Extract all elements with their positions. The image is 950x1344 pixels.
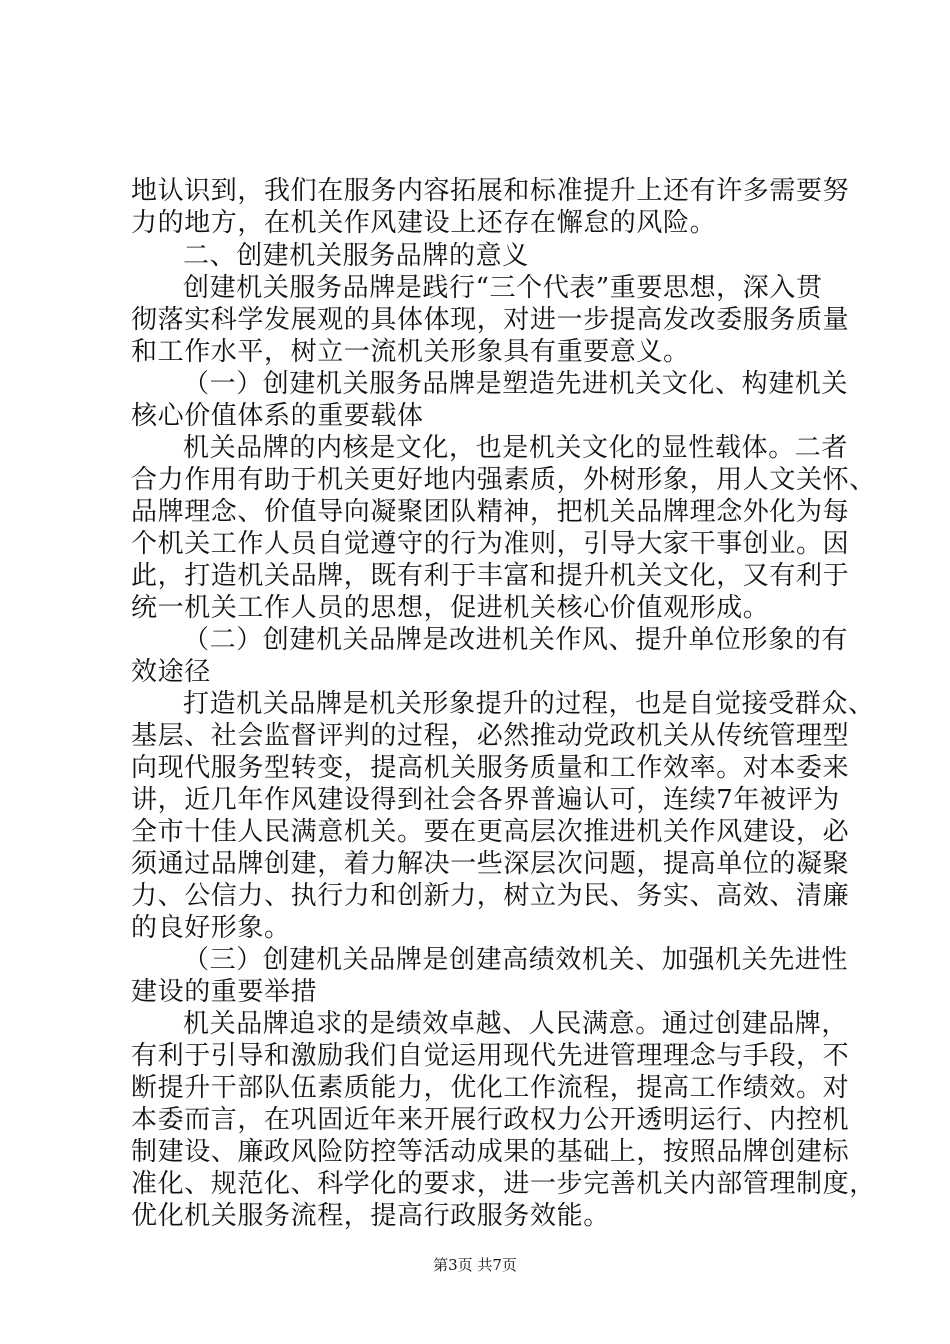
text-line: 力、公信力、执行力和创新力，树立为民、务实、高效、清廉	[131, 881, 850, 911]
subsection-heading: 建设的重要举措	[131, 977, 318, 1007]
text-line: 机关品牌的内核是文化，也是机关文化的显性载体。二者	[183, 433, 849, 463]
text-line: 彻落实科学发展观的具体体现，对进一步提高发改委服务质量	[131, 305, 850, 335]
text-line: 个机关工作人员自觉遵守的行为准则，引导大家干事创业。因	[131, 529, 850, 559]
text-line: 有利于引导和激励我们自觉运用现代先进管理理念与手段，不	[131, 1041, 850, 1071]
text-line: 全市十佳人民满意机关。要在更高层次推进机关作风建设，必	[131, 817, 850, 847]
text-line: 断提升干部队伍素质能力，优化工作流程，提高工作绩效。对	[131, 1073, 850, 1103]
text-line: 和工作水平，树立一流机关形象具有重要意义。	[131, 337, 690, 367]
text-line: 准化、规范化、科学化的要求，进一步完善机关内部管理制度，	[131, 1169, 876, 1199]
section-heading: 二、创建机关服务品牌的意义	[183, 241, 529, 271]
text-line: 统一机关工作人员的思想，促进机关核心价值观形成。	[131, 593, 770, 623]
text-line: 须通过品牌创建，着力解决一些深层次问题，提高单位的凝聚	[131, 849, 850, 879]
text-line: 向现代服务型转变，提高机关服务质量和工作效率。对本委来	[131, 753, 850, 783]
page-footer: 第3页 共7页	[433, 1256, 517, 1274]
text-line: 制建设、廉政风险防控等活动成果的基础上，按照品牌创建标	[131, 1137, 850, 1167]
text-line: 的良好形象。	[131, 913, 291, 943]
text-line: 创建机关服务品牌是践行“三个代表”重要思想，深入贯	[183, 273, 823, 303]
text-line: 基层、社会监督评判的过程，必然推动党政机关从传统管理型	[131, 721, 850, 751]
text-line: 此，打造机关品牌，既有利于丰富和提升机关文化，又有利于	[131, 561, 850, 591]
text-line: 讲，近几年作风建设得到社会各界普遍认可，连续7年被评为	[131, 785, 840, 815]
text-line: 打造机关品牌是机关形象提升的过程，也是自觉接受群众、	[183, 689, 875, 719]
text-line: 优化机关服务流程，提高行政服务效能。	[131, 1201, 610, 1231]
text-line: 机关品牌追求的是绩效卓越、人民满意。通过创建品牌，	[183, 1009, 849, 1039]
subsection-heading: 核心价值体系的重要载体	[131, 401, 424, 431]
text-line: 力的地方，在机关作风建设上还存在懈怠的风险。	[131, 208, 717, 238]
subsection-heading: （三）创建机关品牌是创建高绩效机关、加强机关先进性	[183, 945, 849, 975]
text-line: 品牌理念、价值导向凝聚团队精神，把机关品牌理念外化为每	[131, 497, 850, 527]
subsection-heading: （二）创建机关品牌是改进机关作风、提升单位形象的有	[183, 625, 849, 655]
subsection-heading: 效途径	[131, 657, 211, 687]
subsection-heading: （一）创建机关服务品牌是塑造先进机关文化、构建机关	[183, 369, 849, 399]
text-line: 本委而言，在巩固近年来开展行政权力公开透明运行、内控机	[131, 1105, 850, 1135]
text-line: 合力作用有助于机关更好地内强素质，外树形象，用人文关怀、	[131, 465, 876, 495]
text-line: 地认识到，我们在服务内容拓展和标准提升上还有许多需要努	[131, 176, 850, 206]
